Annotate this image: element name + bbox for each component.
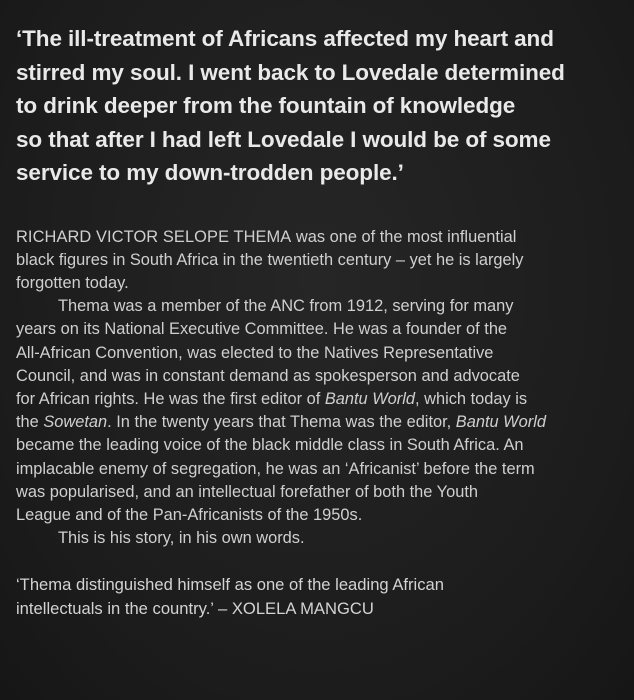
endorsement-quote [16,573,624,621]
endorsement-line: ‘Thema distinguished himself as one of the leading African [16,575,445,595]
endorsement-text: intellectuals in the country.’ – [16,599,232,619]
blurb-line: became the leading voice of the black middle class in South Africa. An [16,436,524,455]
blurb-text: was one of the most influential [291,227,517,246]
publication-title: Bantu World [455,413,546,432]
lead-quote-line: so that after I had left Lovedale I would be of some [16,126,551,152]
endorsement-attribution: XOLELA MANGCU [231,599,374,619]
blurb-text: the [16,413,44,432]
lead-quote-line: ‘The ill-treatment of Africans affected my heart and [16,26,554,51]
blurb-text: , which today is [415,389,528,408]
publication-title: Sowetan [43,413,108,432]
blurb-line [16,226,624,249]
blurb-line: implacable enemy of segregation, he was an ‘Africanist’ before the term [16,459,535,478]
blurb-body [16,226,624,551]
blurb-line: Thema was a member of the ANC from 1912, serving for many [58,297,514,316]
blurb-line [16,411,624,434]
blurb-line: All-African Convention, was elected to the Natives Representative [16,343,494,362]
lead-quote-line: stirred my soul. I went back to Lovedale determined [16,59,565,85]
publication-title: Bantu World [324,389,416,408]
endorsement-line [16,597,624,621]
blurb-line: black figures in South Africa in the twentieth century – yet he is largely [16,250,524,269]
blurb-line: Council, and was in constant demand as spokesperson and advocate [16,366,520,385]
blurb-line: forgotten today. [16,273,129,292]
blurb-line [16,388,624,411]
blurb-line: This is his story, in his own words. [58,529,305,548]
lead-quote [16,0,624,190]
lead-quote-line: service to my down-trodden people.’ [16,160,404,185]
blurb-text: for African rights. He was the first editor of [16,389,325,408]
blurb-line: years on its National Executive Committee. He was a founder of the [16,320,508,339]
blurb-line: was popularised, and an intellectual forefather of both the Youth [16,482,479,501]
blurb-line: League and of the Pan-Africanists of the 1950s. [16,505,363,524]
subject-name: RICHARD VICTOR SELOPE THEMA [16,227,292,246]
lead-quote-line: to drink deeper from the fountain of knowledge [16,93,516,118]
blurb-text: . In the twenty years that Thema was the editor, [107,413,456,432]
